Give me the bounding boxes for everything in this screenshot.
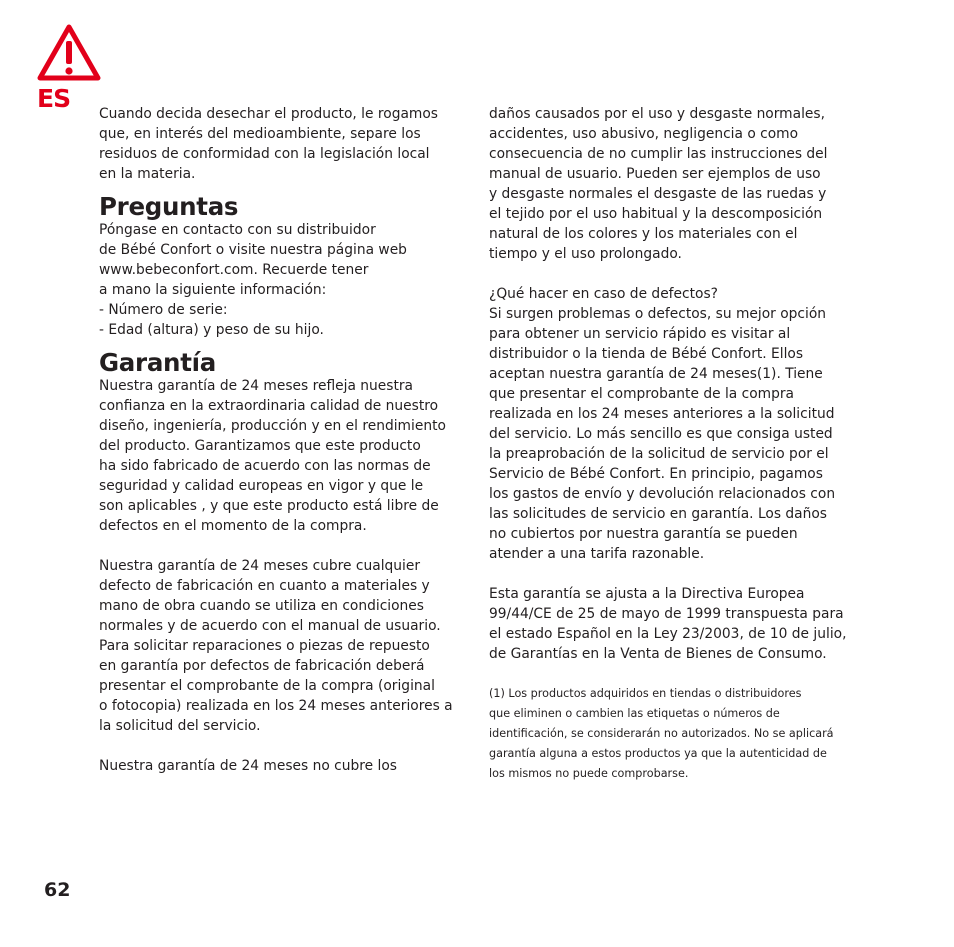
- footnote: (1) Los productos adquiridos en tiendas o distribuidores que eliminen o cambien las etiquetas o números de identificación, se considerarán no autorizados. No se aplicará garantía alguna a estos productos ya que la autenticidad de los mismos no puede comprobarse.: [489, 687, 834, 780]
- garantia-heading: Garantía: [99, 348, 216, 377]
- right-column: [489, 104, 854, 784]
- page-number: 62: [44, 879, 71, 901]
- language-label: ES: [37, 84, 71, 113]
- preguntas-heading: Preguntas: [99, 192, 239, 221]
- left-column: [99, 104, 464, 776]
- directive-paragraph: Esta garantía se ajusta a la Directiva Europea 99/44/CE de 25 de mayo de 1999 transpuesta para el estado Español en la Ley 23/2003, de 10 de julio, de Garantías en la Venta de Bienes de Consumo.: [489, 586, 847, 662]
- garantia-paragraph-1: Nuestra garantía de 24 meses refleja nuestra confianza en la extraordinaria calidad de nuestro diseño, ingeniería, producción y en el rendimiento del producto. Garantizamos que este producto ha sido fabricado de acuerdo con las normas de seguridad y calidad europeas en vigor y que le son aplicables , y que este producto está libre de defectos en el momento de la compra.: [99, 378, 446, 534]
- garantia-paragraph-3: Nuestra garantía de 24 meses no cubre los: [99, 758, 397, 774]
- garantia-paragraph-2: Nuestra garantía de 24 meses cubre cualquier defecto de fabricación en cuanto a materiales y mano de obra cuando se utiliza en condiciones normales y de acuerdo con el manual de usuario. Para solicitar reparaciones o piezas de repuesto en garantía por defectos de fabricación deberá presentar el comprobante de la compra (original o fotocopia) realizada en los 24 meses anteriores a la solicitud del servicio.: [99, 558, 453, 734]
- disposal-paragraph: Cuando decida desechar el producto, le rogamos que, en interés del medioambiente, separe los residuos de conformidad con la legislación local en la materia.: [99, 106, 438, 182]
- defects-paragraph: ¿Qué hacer en caso de defectos? Si surgen problemas o defectos, su mejor opción para obtener un servicio rápido es visitar al distribuidor o la tienda de Bébé Confort. Ellos aceptan nuestra garantía de 24 meses(1). Tiene que presentar el comprobante de la compra realizada en los 24 meses anteriores a la solicitud del servicio. Lo más sencillo es que consiga usted la preaprobación de la solicitud de servicio por el Servicio de Bébé Confort. En principio, pagamos los gastos de envío y devolución relacionados con las solicitudes de servicio en garantía. Los daños no cubiertos por nuestra garantía se pueden atender a una tarifa razonable.: [489, 286, 836, 562]
- warning-triangle-icon: [37, 24, 101, 82]
- exclusions-paragraph: daños causados por el uso y desgaste normales, accidentes, uso abusivo, negligencia o como consecuencia de no cumplir las instrucciones del manual de usuario. Pueden ser ejemplos de uso y desgaste normales el desgaste de las ruedas y el tejido por el uso habitual y la descomposición natural de los colores y los materiales con el tiempo y el uso prolongado.: [489, 106, 828, 262]
- preguntas-paragraph: Póngase en contacto con su distribuidor de Bébé Confort o visite nuestra página web www.bebeconfort.com. Recuerde tener a mano la siguiente información: - Número de serie: - Edad (altura) y peso de su hijo.: [99, 222, 407, 338]
